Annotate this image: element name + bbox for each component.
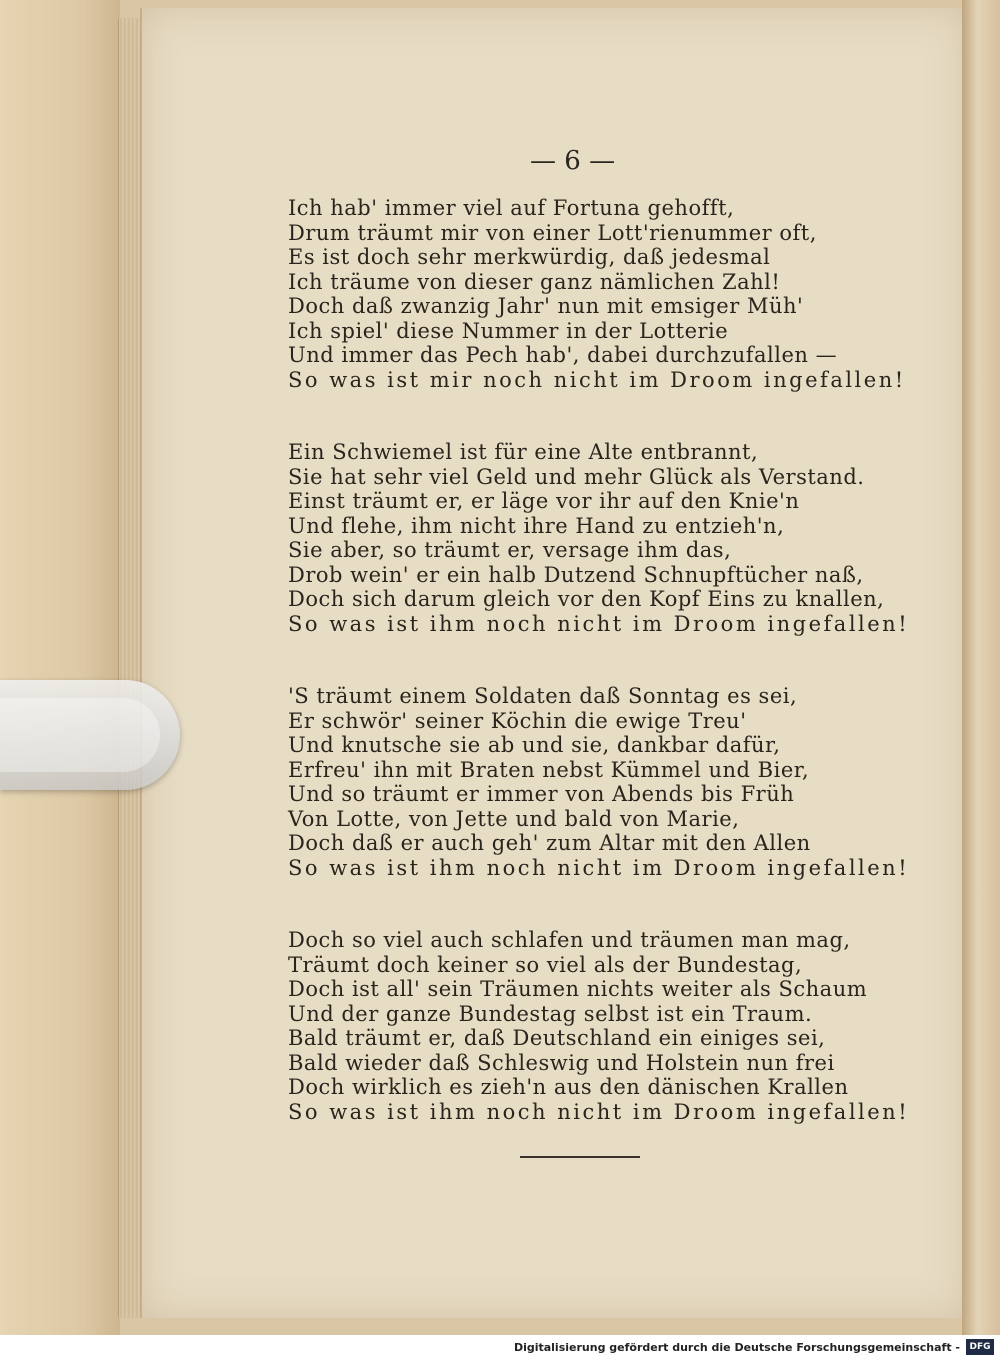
poem-line: Doch sich darum gleich vor den Kopf Eins zu knallen, [288,587,885,611]
dfg-logo-icon: DFG [966,1339,994,1355]
poem-line: Doch wirklich es zieh'n aus den dänischen Krallen [288,1075,849,1099]
poem-line: Ein Schwiemel ist für eine Alte entbrannt, [288,440,759,464]
stanza [288,684,928,880]
poem-line: Doch so viel auch schlafen und träumen man mag, [288,928,851,952]
scanner-clip-highlight [0,698,160,772]
poem-line: Ich träume von dieser ganz nämlichen Zahl! [288,269,781,294]
poem [288,196,928,1124]
poem-line: Doch daß er auch geh' zum Altar mit den Allen [288,831,811,855]
page-number: — 6 — [530,146,616,176]
poem-line: Und flehe, ihm nicht ihre Hand zu entzieh'n, [288,513,785,538]
poem-line: Und knutsche sie ab und sie, dankbar dafür, [288,733,781,757]
poem-line: Doch daß zwanzig Jahr' nun mit emsiger Müh' [288,294,804,318]
end-divider-rule [520,1156,640,1158]
poem-line: Ich spiel' diese Nummer in der Lotterie [288,318,729,343]
poem-line: Er schwör' seiner Köchin die ewige Treu' [288,708,747,733]
book-right-edge [962,0,1000,1335]
poem-line: Sie hat sehr viel Geld und mehr Glück als Verstand. [288,464,865,489]
poem-line: Ich hab' immer viel auf Fortuna gehofft, [288,196,735,220]
funding-credit: Digitalisierung gefördert durch die Deutsche Forschungsgemeinschaft - [513,1341,960,1354]
poem-line: Sie aber, so träumt er, versage ihm das, [288,538,732,562]
poem-line: Erfreu' ihn mit Braten nebst Kümmel und Bier, [288,757,810,782]
poem-line: Einst träumt er, er läge vor ihr auf den Knie'n [288,489,800,513]
poem-line: 'S träumt einem Soldaten daß Sonntag es sei, [288,684,798,708]
stanza [288,440,928,636]
book-cover-edge [0,0,120,1335]
poem-refrain: So was ist ihm noch nicht im Droom ingefallen! [288,611,910,636]
poem-line: Doch ist all' sein Träumen nichts weiter als Schaum [288,977,868,1001]
poem-refrain: So was ist mir noch nicht im Droom ingefallen! [288,367,906,392]
poem-refrain: So was ist ihm noch nicht im Droom ingefallen! [288,855,910,880]
poem-line: Drob wein' er ein halb Dutzend Schnupftücher naß, [288,562,864,587]
stanza [288,196,928,392]
poem-line: Träumt doch keiner so viel als der Bundestag, [288,952,803,977]
scanner-clip [0,680,180,790]
poem-line: Bald wieder daß Schleswig und Holstein nun frei [288,1050,835,1075]
poem-line: Und so träumt er immer von Abends bis Früh [288,782,795,806]
stanza [288,928,928,1124]
footer-bar [0,1335,1000,1360]
poem-line: Und der ganze Bundestag selbst ist ein Traum. [288,1001,813,1026]
poem-line: Drum träumt mir von einer Lott'rienummer oft, [288,220,817,245]
poem-line: Und immer das Pech hab', dabei durchzufallen — [288,343,838,367]
poem-line: Bald träumt er, daß Deutschland ein einiges sei, [288,1026,826,1050]
poem-refrain: So was ist ihm noch nicht im Droom ingefallen! [288,1099,910,1124]
poem-line: Von Lotte, von Jette und bald von Marie, [288,806,740,831]
poem-line: Es ist doch sehr merkwürdig, daß jedesmal [288,245,771,269]
